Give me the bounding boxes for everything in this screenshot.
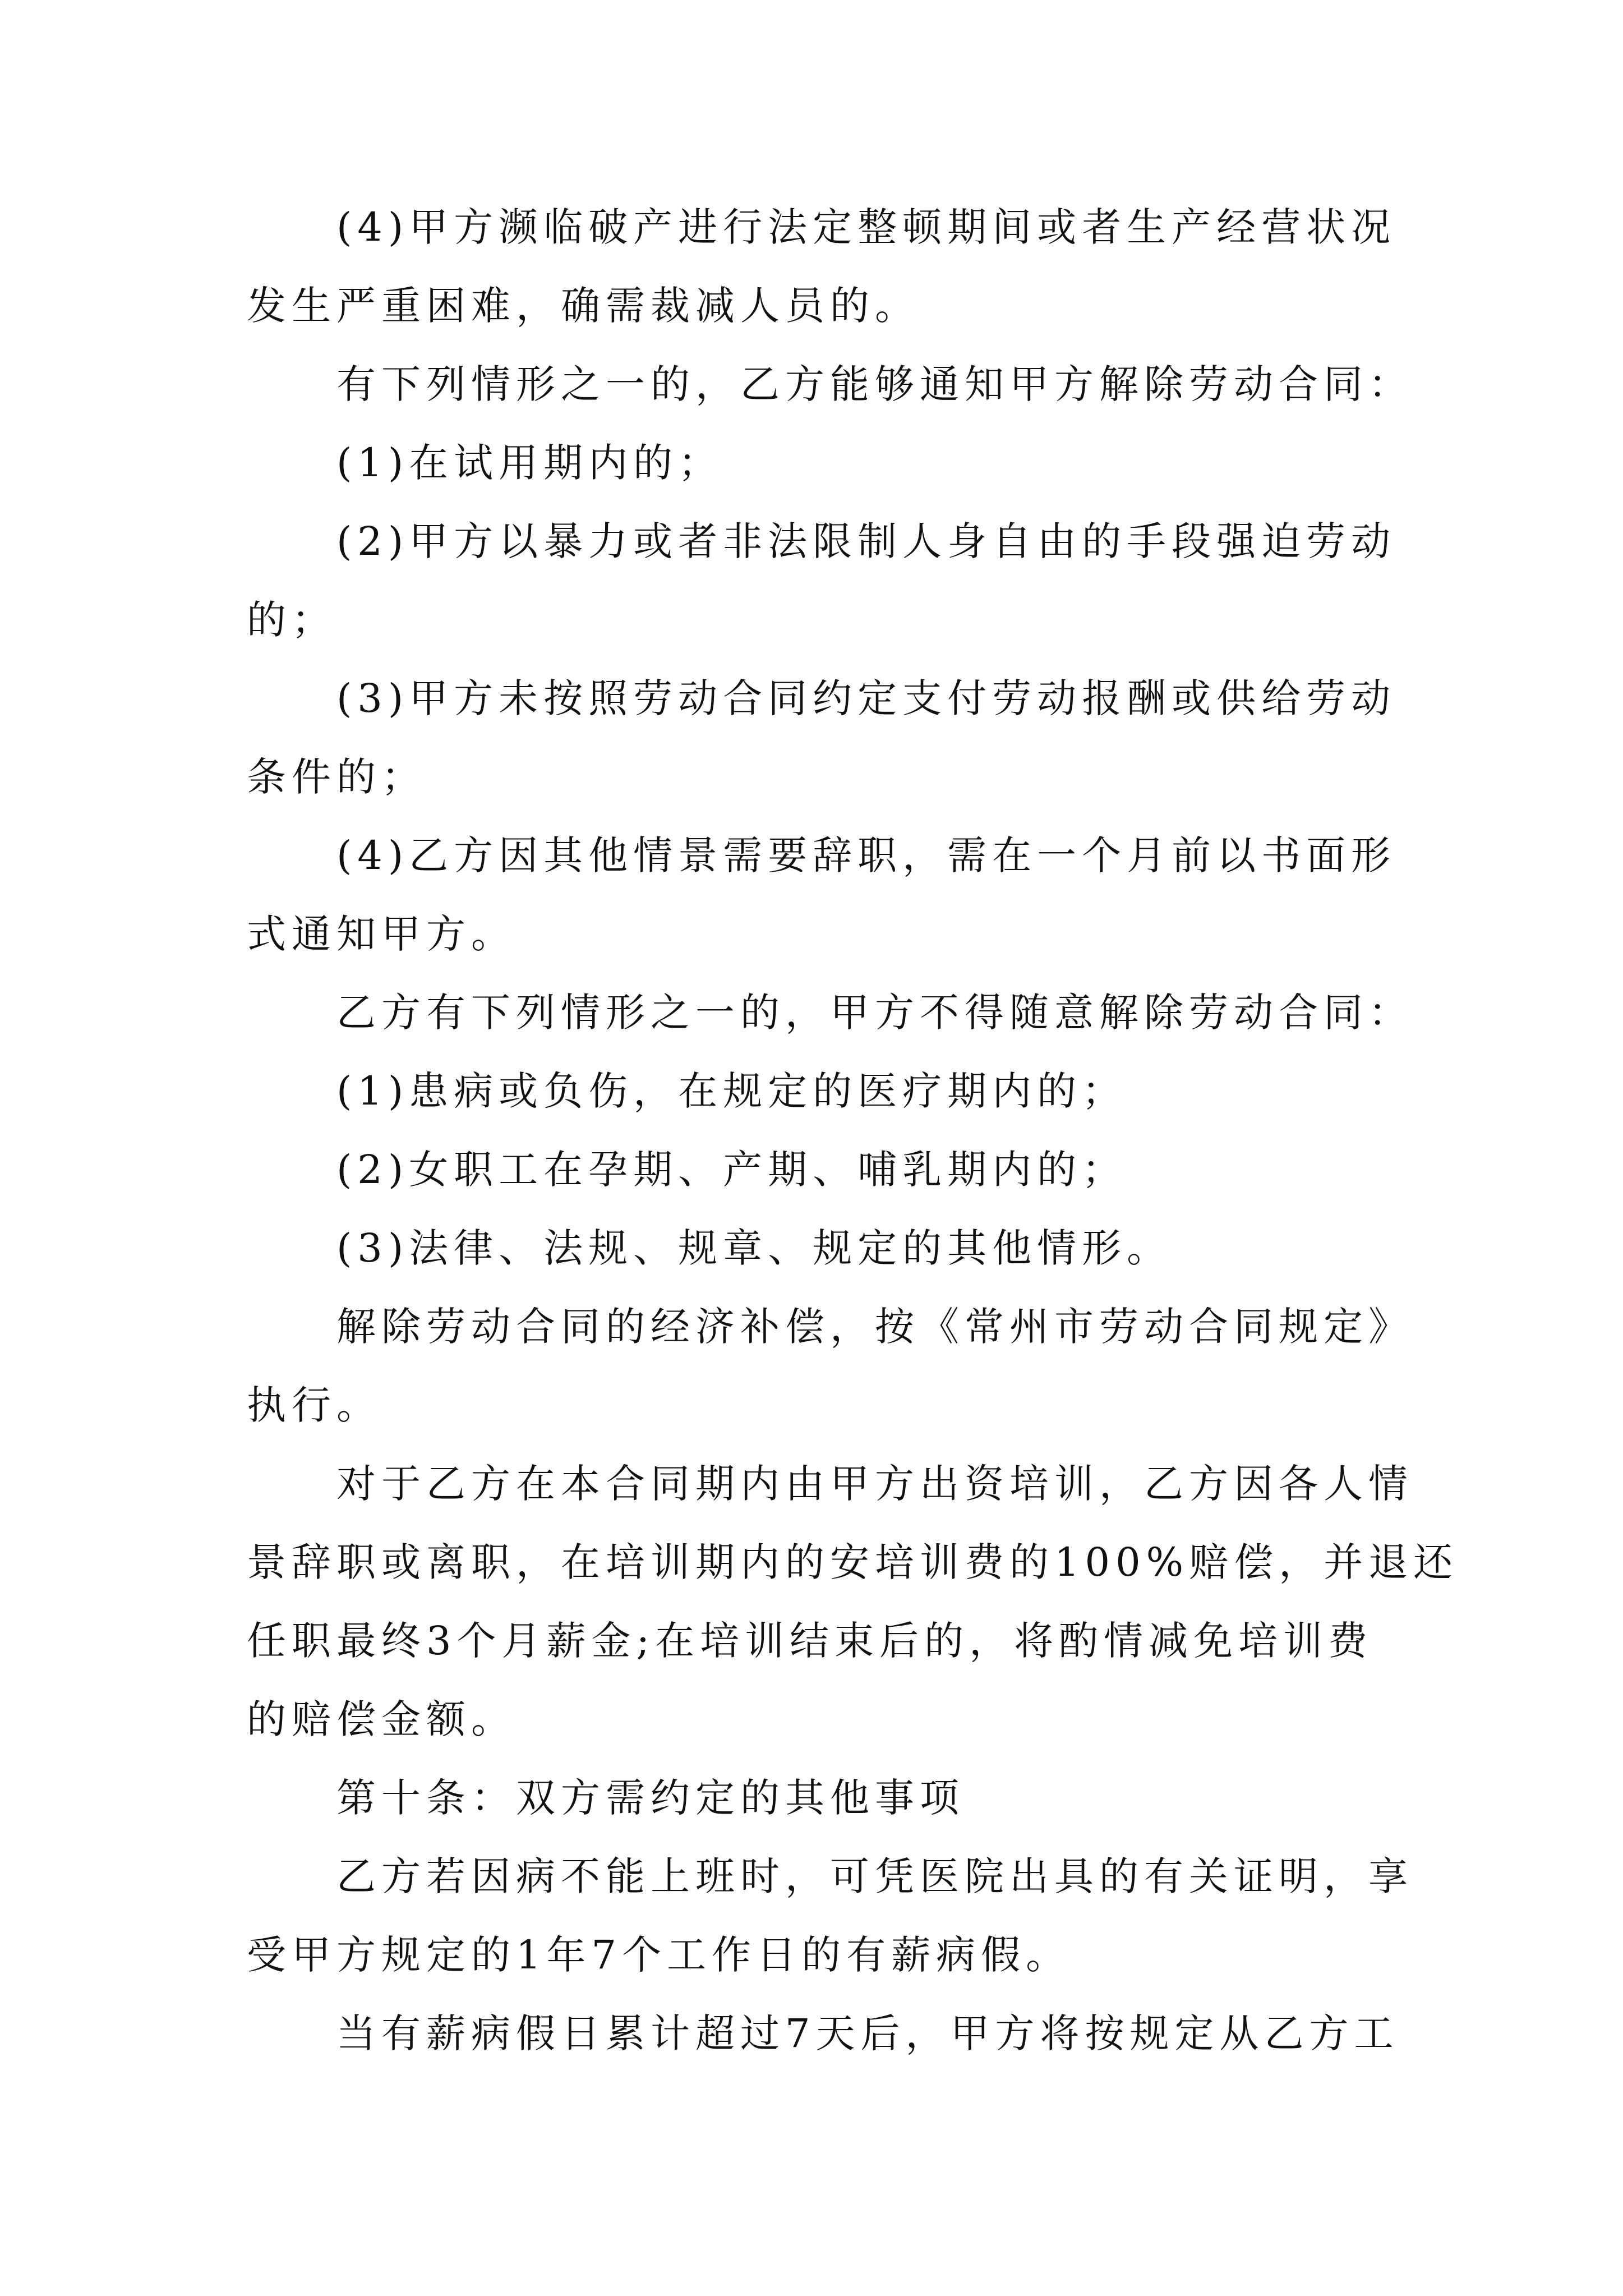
text-line: (2)女职工在孕期、产期、哺乳期内的； — [336, 1147, 1127, 1193]
text-line: (4)乙方因其他情景需要辞职，需在一个月前以书面形 — [336, 832, 1396, 878]
text-line: (3)甲方未按照劳动合同约定支付劳动报酬或供给劳动 — [336, 675, 1396, 721]
text-line: 有下列情形之一的，乙方能够通知甲方解除劳动合同： — [336, 361, 1413, 407]
text-line: (3)法律、法规、规章、规定的其他情形。 — [336, 1225, 1172, 1271]
text-line: (2)甲方以暴力或者非法限制人身自由的手段强迫劳动 — [336, 518, 1396, 564]
text-line: 执行。 — [247, 1382, 381, 1428]
text-line: 解除劳动合同的经济补偿，按《常州市劳动合同规定》 — [336, 1304, 1413, 1350]
text-line: 第十条：双方需约定的其他事项 — [336, 1775, 965, 1821]
text-line: 乙方有下列情形之一的，甲方不得随意解除劳动合同： — [336, 990, 1413, 1036]
text-line: 条件的； — [247, 754, 426, 800]
text-line: 当有薪病假日累计超过7天后，甲方将按规定从乙方工 — [336, 2010, 1399, 2056]
text-line: 的赔偿金额。 — [247, 1696, 516, 1742]
text-line: (4)甲方濒临破产进行法定整顿期间或者生产经营状况 — [336, 204, 1396, 250]
text-line: (1)患病或负伤，在规定的医疗期内的； — [336, 1068, 1127, 1114]
text-line: 的； — [247, 597, 336, 643]
text-line: 受甲方规定的1年7个工作日的有薪病假。 — [247, 1932, 1071, 1978]
text-line: 乙方若因病不能上班时，可凭医院出具的有关证明，享 — [336, 1853, 1413, 1899]
text-line: 任职最终3个月薪金;在培训结束后的，将酌情减免培训费 — [247, 1618, 1373, 1664]
text-line: (1)在试用期内的； — [336, 440, 723, 486]
text-line: 式通知甲方。 — [247, 911, 516, 957]
text-line: 发生严重困难，确需裁减人员的。 — [247, 283, 920, 329]
text-line: 对于乙方在本合同期内由甲方出资培训，乙方因各人情 — [336, 1461, 1413, 1507]
text-line: 景辞职或离职，在培训期内的安培训费的100%赔偿，并退还 — [247, 1539, 1459, 1585]
